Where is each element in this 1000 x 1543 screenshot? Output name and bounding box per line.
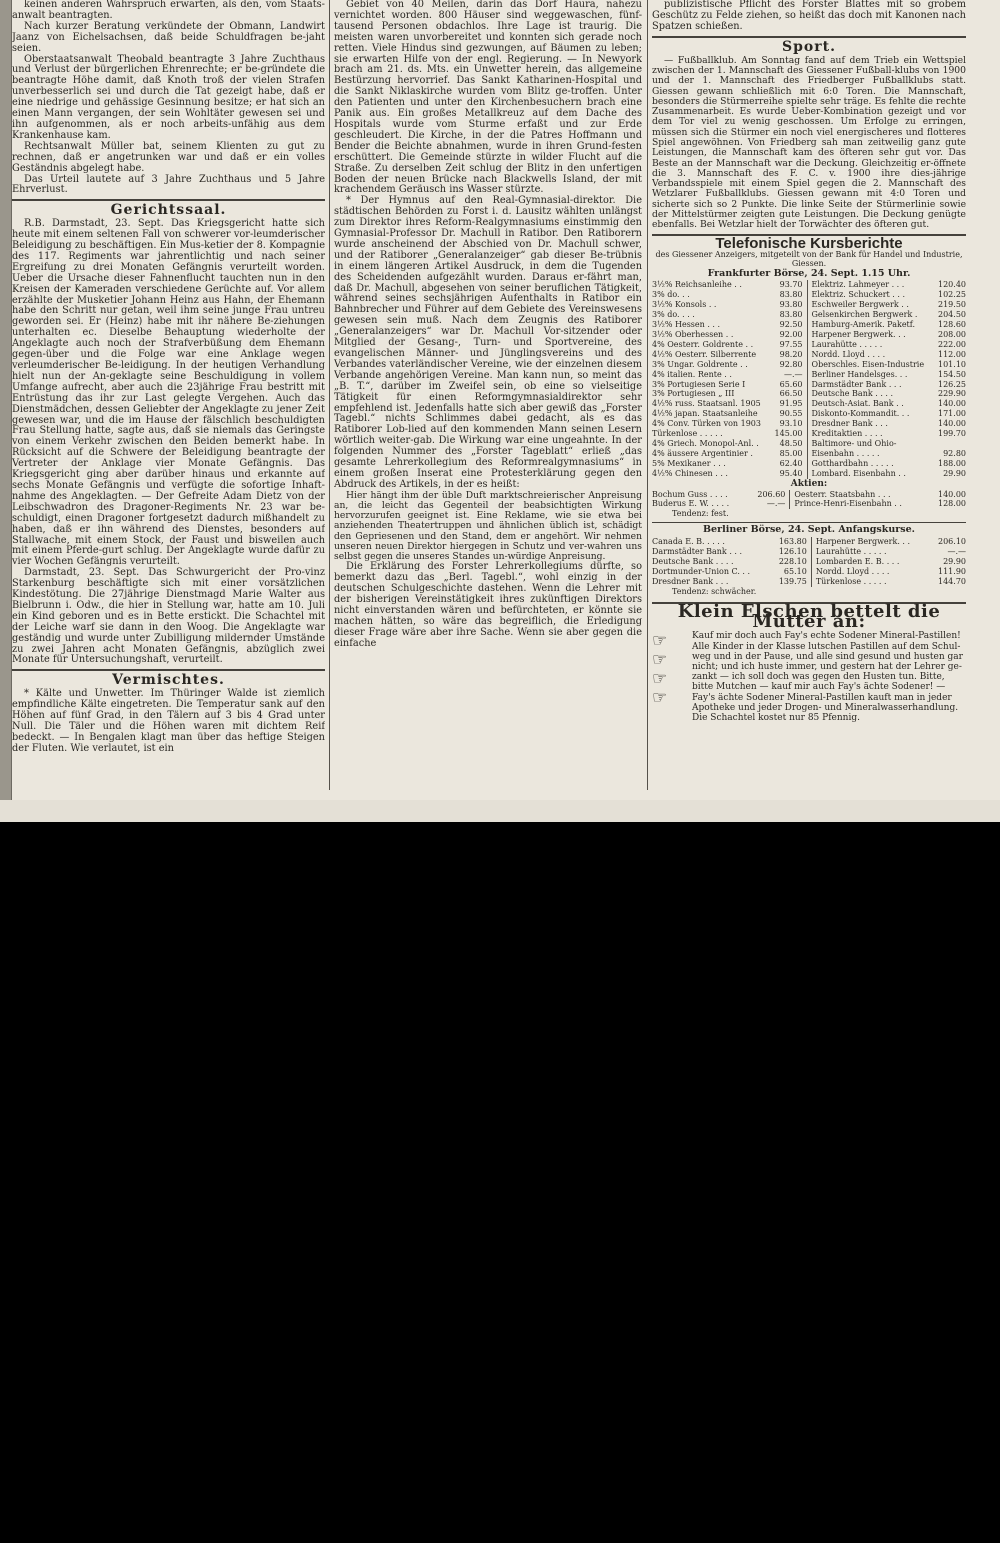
article-paragraph: Rechtsanwalt Müller bat, seinem Klienten zu gut zu rechnen, daß er angetrunken war und daß er ein volles Geständnis abgelegt habe. (12, 140, 325, 174)
stock-row (652, 577, 966, 587)
stock-name: Elektriz. Lahmeyer . . . (811, 280, 905, 290)
stock-price: 48.50 (771, 439, 807, 449)
article-paragraph: R.B. Darmstadt, 23. Sept. Das Kriegsgericht hatte sich heute mit einem seltenen Fall von schwerer vor-leumderischer Beleidigung zu beschäftigen. Ein Mus-ketier der 8. Kompagnie des 117. Regiments war jahrentlichtig und nach seiner Ergreifung zu drei Monaten Gefängnis verurteilt worden. Ueber die Ursache dieser Fahnenflucht tauchten nun in den Kreisen der Kameraden verschiedene Gerüchte auf. Vor allem erzählte der Musketier Johann Heinz aus Hahn, der Ehemann habe den Schritt nur getan, weil ihm seine junge Frau untreu geworden sei. Er (Heinz) habe mit ihr nähere Be-ziehungen unterhalten ec. Dieselbe Behauptung wiederholte der Angeklagte auch noch der Strafverbüßung dem Ehemann gegen-über und die Folge war eine Anklage wegen verleumderischer Be-leidigung. In der heutigen Verhandlung hielt nun der An-geklagte seine Beschuldigung in vollem Umfange aufrecht, aber auch die 23jährige Frau bestritt mit Entrüstung das ihr zur Last gelegte Vergehen. Auch das Dienstmädchen, dessen Geliebter der Angeklagte zu jener Zeit gewesen war, und die im Hause der fälschlich beschuldigten Frau Stellung hatte, sagte aus, daß sie niemals das Geringste von einem Verkehr zwischen den Beiden bemerkt habe. In Rücksicht auf die Schwere der Beleidigung beantragte der Vertreter der Anklage vier Monate Gefängnis. Das Kriegsgericht ging aber darüber hinaus und erkannte auf sechs Monate Gefängnis und verfügte die sofortige Inhaft-nahme des Angeklagten. — Der Gefreite Adam Dietz von der Leibschwadron des Dragoner-Regiments Nr. 23 war be-schuldigt, einen Dragoner fortgesetzt dadurch mißhandelt zu haben, daß er ihn während des Dienstes, besonders auf Stallwache, mit einem Stock, der Faust und bisweilen auch mit einem Pferde-gurt schlug. Der Angeklagte wurde dafür zu vier Wochen Gefängnis verurteilt. (12, 218, 325, 568)
stock-price: —.— (947, 547, 966, 557)
stock-report (652, 234, 966, 598)
article-paragraph: Gebiet von 40 Meilen, darin das Dorf Haura, nahezu vernichtet worden. 800 Häuser sind weggewaschen, fünf-tausend Personen obdachlos. Ihre Lage ist traurig. Die meisten waren unvorbereitet und konnten sich gerade noch retten. Viele Hindus sind gezwungen, auf Bäumen zu leben; sie erwarten Hilfe von der engl. Regierung. — In Newyork brach am 21. ds. Mts. ein Unwetter herein, das allgemeine Bestürzung hervorrief. Das Sankt Katharinen-Hospital und die Sankt Niklaskirche wurden vom Blitz ge-troffen. Unter den Patienten und unter den Kirchenbesuchern brach eine Panik aus. Ein großes Metallkreuz auf dem Dache des Hospitals wurde vom Sturme erfaßt und zur Erde geschleudert. Die Kirche, in der die Patres Hoffmann und Bender die Beichte abnahmen, wurde in ihren Grund-festen erschüttert. Die Gemeinde stürzte in wilder Flucht auf die Straße. Zu derselben Zeit schlug der Blitz in den unfertigen Boden der neuen Brücke nach Blackwells Island, der mit krachendem Geräusch ins Wasser stürzte. (334, 0, 642, 196)
stock-price: 154.50 (938, 369, 966, 379)
pointing-hand-icon: ☞ (652, 669, 668, 690)
article-paragraph: keinen anderen Wahrspruch erwarten, als den, vom Staats-anwalt beantragten. (12, 0, 325, 21)
stock-name: 4% Oesterr. Goldrente . . (652, 339, 754, 349)
stock-name: Lombarden E. B. . . . (815, 556, 900, 566)
stock-name: 4½% Chinesen . . . (652, 468, 728, 478)
stock-price: 128.60 (938, 320, 966, 330)
stock-price: 144.70 (938, 576, 966, 586)
stock-row (652, 469, 966, 479)
advertisement-text: Kauf mir doch auch Fay's echte Sodener Mineral-Pastillen! Alle Kinder in der Klasse lutschen Pastillen auf dem Schul-weg und in der Pause, und alle sind gesund und husten gar nicht; und ich huste immer, und gestern hat der Lehrer ge-zankt — ich soll doch was gegen den Husten tun. Bitte, bitte Mutchen — kauf mir auch Fay's ächte Sodener! — Fay's ächte Sodener Mineral-Pastillen kauft man in jeder Apotheke und jeder Drogen- und Mineralwasserhandlung. Die Schachtel kostet nur 85 Pfennig. (692, 631, 963, 724)
stock-row (652, 310, 966, 320)
stock-name: 3% do. . . . (652, 310, 695, 320)
stock-price: 83.80 (771, 310, 807, 320)
stock-name: Hamburg-Amerik. Paketf. (811, 320, 915, 330)
section-divider (12, 669, 325, 671)
stock-name: Gelsenkirchen Bergwerk . (811, 310, 918, 320)
stock-price: 111.90 (938, 566, 966, 576)
stock-price: 140.00 (938, 399, 966, 409)
stock-name: Darmstädter Bank . . . (652, 547, 743, 557)
stock-price: 93.70 (771, 280, 807, 290)
section-divider (12, 199, 325, 201)
stock-name: 4% italien. Rente . . (652, 369, 732, 379)
stock-row (652, 439, 966, 449)
stock-price: 222.00 (938, 339, 966, 349)
section-heading-sport: Sport. (782, 38, 836, 55)
article-paragraph: Nach kurzer Beratung verkündete der Obmann, Landwirt Jaanz von Eichelsachsen, daß beide Schuldfragen be-jaht seien. (12, 20, 325, 54)
stock-name: Oesterr. Staatsbahn . . . (794, 489, 891, 499)
advertisement (652, 602, 966, 724)
stock-price: —.— (749, 499, 790, 509)
stock-price (935, 439, 966, 449)
stock-price: 126.25 (938, 379, 966, 389)
stock-row (652, 419, 966, 429)
stock-report-title: Telefonische Kursberichte (715, 234, 903, 252)
stock-name: Dresdner Bank . . . (652, 576, 729, 586)
frankfurt-table (652, 280, 966, 478)
stock-row (652, 340, 966, 350)
table-divider (652, 522, 966, 523)
aktien-heading: Aktien: (790, 478, 828, 489)
stock-name: Deutsche Bank . . . . (652, 556, 734, 566)
stock-name: 4½% japan. Staatsanleihe (652, 409, 758, 419)
stock-row (652, 360, 966, 370)
stock-price: 29.90 (943, 468, 966, 478)
stock-name: 4% Conv. Türken von 1903 (652, 419, 761, 429)
stock-row (652, 459, 966, 469)
stock-price: 98.20 (771, 350, 807, 360)
stock-price: 62.40 (771, 459, 807, 469)
stock-price: 93.80 (771, 300, 807, 310)
stock-name: Dresdner Bank . . . (811, 419, 888, 429)
stock-name: Buderus E. W. . . . . (652, 499, 730, 509)
stock-price: 66.50 (771, 389, 807, 399)
stock-name: Nordd. Lloyd . . . . (811, 349, 886, 359)
article-paragraph: Darmstadt, 23. Sept. Das Schwurgericht der Pro-vinz Starkenburg beschäftigte sich mit einer vorsätzlichen Kindestötung. Die 27jährige Dienstmagd Marie Walter aus Bielbrunn i. Odw., die hier in Stellung war, hatte am 10. Juli ein Kind geboren und es in Bette erstickt. Die Schachtel mit der Leiche warf sie dann in den Woog. Die Angeklagte war geständig und wurde unter Zubilligung mildernder Umstände zu zwei Jahren acht Monaten Gefängnis, abzüglich zwei Monate für Untersuchungshaft, verurteilt. (12, 567, 325, 666)
column-2 (334, 0, 642, 800)
page-bottom-margin (0, 800, 1000, 822)
stock-row (652, 449, 966, 459)
stock-name: 5% Mexikaner . . . (652, 458, 726, 468)
stock-name: Diskonto-Kommandit. . . (811, 409, 910, 419)
stock-row (652, 399, 966, 409)
stock-price: 128.00 (938, 499, 966, 509)
stock-name: Prince-Henri-Eisenbahn . . (794, 499, 902, 509)
stock-row (652, 389, 966, 399)
stock-name: Lombard. Eisenbahn . . (811, 468, 906, 478)
stock-price: 65.10 (772, 567, 812, 577)
pointing-hand-icon: ☞ (652, 688, 668, 709)
stock-name: Nordd. Lloyd . . . . (815, 566, 890, 576)
article-paragraph: Oberstaatsanwalt Theobald beantragte 3 Jahre Zuchthaus und Verlust der bürgerlichen Ehrenrechte; er be-gründete die beantragte Höhe damit, daß Knoth troß der vielen Strafen unverbesserlich sei und durch die Tat gezeigt habe, daß er eine niedrige und gehässige Gesinnung besitze; er hat sich an einen Mann vergangen, der sein Wohltäter gewesen sei und ihn aufgenommen, als er noch arbeits-unfähig aus dem Krankenhause kam. (12, 53, 325, 141)
stock-name: Kreditaktien . . . . (811, 429, 883, 439)
section-heading-vermischtes: Vermischtes. (112, 672, 225, 689)
stock-row (652, 330, 966, 340)
stock-price: 199.70 (938, 429, 966, 439)
stock-price: —.— (771, 370, 807, 380)
stock-name: Deutsche Bank . . . . (811, 389, 894, 399)
binding-edge (0, 0, 12, 822)
stock-price: 140.00 (938, 419, 966, 429)
stock-row (652, 320, 966, 330)
stock-price: 85.00 (771, 449, 807, 459)
stock-price: 204.50 (938, 310, 966, 320)
stock-row (652, 557, 966, 567)
stock-name: Gotthardbahn . . . . . (811, 458, 894, 468)
pointing-hand-icons (652, 631, 692, 723)
section-heading-gerichtssaal: Gerichtssaal. (110, 202, 227, 219)
stock-price: 65.60 (771, 380, 807, 390)
stock-name: 3½% Hessen . . . (652, 320, 721, 330)
stock-row (652, 409, 966, 419)
aktien-table (652, 490, 966, 510)
stock-row (652, 490, 966, 500)
stock-price: 163.80 (772, 537, 812, 547)
stock-name: 4½% russ. Staatsanl. 1905 (652, 399, 761, 409)
stock-name: Berliner Handelsges. . . (811, 369, 908, 379)
stock-price: 29.90 (943, 556, 966, 566)
pointing-hand-icon: ☞ (652, 650, 668, 671)
stock-price: 208.00 (938, 330, 966, 340)
stock-name: Laurahütte . . . . . (815, 547, 887, 557)
stock-row (652, 280, 966, 290)
stock-name: 3% Portugiesen „ III (652, 389, 735, 399)
stock-price: 90.55 (771, 409, 807, 419)
stock-row (652, 537, 966, 547)
stock-price: 120.40 (938, 280, 966, 290)
stock-name: Elektriz. Schuckert . . . (811, 290, 906, 300)
column-1 (12, 0, 325, 800)
stock-name: 4% Griech. Monopol-Anl. . (652, 438, 759, 448)
column-3 (652, 0, 966, 800)
stock-price: 219.50 (938, 300, 966, 310)
stock-name: Bochum Guss . . . . (652, 489, 728, 499)
frankfurt-heading: Frankfurter Börse, 24. Sept. 1.15 Uhr. (707, 267, 911, 279)
stock-name: 3% Portugiesen Serie I (652, 379, 746, 389)
stock-row (652, 290, 966, 300)
stock-name: Harpener Bergwerk. . . (811, 330, 906, 340)
stock-name: Türkenlose . . . . . (652, 429, 723, 439)
article-paragraph: publizistische Pflicht des Forster Blattes mit so grobem Geschütz zu Felde ziehen, so heißt das doch mit Kanonen nach Spatzen schießen. (652, 0, 966, 32)
stock-row (652, 300, 966, 310)
berlin-heading: Berliner Börse, 24. Sept. Anfangskurse. (703, 524, 915, 536)
stock-price: 112.00 (938, 349, 966, 359)
stock-price: 206.10 (938, 537, 966, 547)
stock-name: Oberschles. Eisen-Industrie (811, 359, 925, 369)
pointing-hand-icon: ☞ (652, 631, 668, 652)
stock-price: 97.55 (771, 340, 807, 350)
column-rule (647, 0, 648, 790)
article-paragraph: — Fußballklub. Am Sonntag fand auf dem Trieb ein Wettspiel zwischen der 1. Mannschaft des Giessener Fußball-klubs von 1900 und der 1. Mannschaft des Friedberger Fußballklubs statt. Giessen gewann schließlich mit 6:0 Toren. Die Mannschaft, besonders die Stürmerreihe spielte sehr träge. Es fehlte die rechte Zusammenarbeit. Es wurde Ueber-Kombination gezeigt und vor dem Tor viel zu wenig geschossen. Um Erfolge zu erringen, müssen sich die Stürmer ein noch viel energischeres und flotteres Spiel angewöhnen. Von Friedberg sah man zeitweilig ganz gute Leistungen, die Mannschaft kam des öfteren sehr gut vor. Das Beste an der Mannschaft war die Deckung. Gleichzeitig er-öffnete die 3. Mannschaft des F. C. v. 1900 ihre dies-jährige Verbandsspiele mit einem Spiel gegen die 2. Mannschaft des Wetzlarer Fußballklubs. Giessen gewann mit 4:0 Toren und sicherte sich so 2 Punkte. Die linke Seite der Stürmerlinie sowie der Mittelstürmer zeigten gute Leistungen. Die Deckung genügte ebenfalls. Bei Wetzlar hielt der Torwächter des öfteren gut. (652, 54, 966, 231)
berlin-table (652, 537, 966, 587)
section-divider (652, 36, 966, 38)
article-paragraph: Die Erklärung des Forster Lehrerkollegiums dürfte, so bemerkt dazu das „Berl. Tagebl.“, wohl einzig in der deutschen Schulgeschichte dastehen. Wenn die Lehrer mit der bisherigen Vereinstätigkeit ihres zukünftigen Direktors nicht einverstanden wären und befürchteten, er könnte sie machen hätten, so wäre das begreiflich, die Erledigung dieser Frage wäre aber ihre Sache. Wenn sie aber gegen die einfache (334, 561, 642, 649)
article-paragraph: * Kälte und Unwetter. Im Thüringer Walde ist ziemlich empfindliche Kälte eingetreten. Die Temperatur sank auf den Höhen auf fünf Grad, in den Tälern auf 3 bis 4 Grad unter Null. Die Täler und die Höhen waren mit dichtem Reif bedeckt. — In Bengalen klagt man über das heftige Steigen der Fluten. Wie verlautet, ist ein (12, 688, 325, 754)
stock-name: Eisenbahn . . . . . (811, 448, 880, 458)
tendenz-label: Tendenz: schwächer. (672, 586, 757, 596)
article-paragraph: Das Urteil lautete auf 3 Jahre Zuchthaus und 5 Jahre Ehrverlust. (12, 173, 325, 196)
stock-price: 101.10 (938, 359, 966, 369)
quoted-paragraph: Hier hängt ihm der üble Duft marktschreierischer Anpreisung an, die leicht das Gegenteil der beabsichtigten Wirkung hervorzurufen geeignet ist. Eine Reklame, wie sie etwa bei anziehenden Theatertruppen und ähnlichen üblich ist, schädigt den Gepriesenen und den Stand, dem er angehört. Wir nehmen unseren neuen Direktor hiergegen in Schutz und ver-wahren uns selbst gegen die unseres Standes un-würdige Anpreisung. (334, 489, 642, 562)
stock-name: 3½% Oberhessen . . (652, 330, 734, 340)
stock-price: 92.80 (771, 360, 807, 370)
stock-name: Laurahütte . . . . . (811, 339, 883, 349)
stock-name: Darmstädter Bank . . . (811, 379, 902, 389)
stock-price: 95.40 (771, 469, 807, 479)
stock-row (652, 499, 966, 509)
stock-price: 139.75 (772, 577, 812, 587)
stock-name: 3½% Reichsanleihe . . (652, 280, 742, 290)
stock-row (652, 547, 966, 557)
stock-price: 102.25 (938, 290, 966, 300)
stock-price: 145.00 (771, 429, 807, 439)
stock-report-subtitle: des Giessener Anzeigers, mitgeteilt von der Bank für Handel und Industrie, Giessen. (655, 249, 963, 268)
advertisement-heading: Klein Elschen bettelt die Mutter an: (677, 600, 941, 633)
stock-name: 3½% Konsols . . (652, 300, 717, 310)
stock-name: Dortmunder-Union C. . . (652, 566, 751, 576)
stock-row (652, 567, 966, 577)
stock-name: 4% äussere Argentinier . (652, 448, 753, 458)
stock-price: 92.80 (943, 448, 966, 458)
stock-price: 229.90 (938, 389, 966, 399)
stock-name: Deutsch-Asiat. Bank . . (811, 399, 904, 409)
stock-name: 3% Ungar. Goldrente . . (652, 359, 748, 369)
stock-name: 4½% Oesterr. Silberrente (652, 349, 757, 359)
stock-name: 3% do. . . (652, 290, 690, 300)
stock-name: Harpener Bergwerk. . . (815, 537, 911, 547)
stock-price: 91.95 (771, 399, 807, 409)
stock-row (652, 370, 966, 380)
stock-price: 188.00 (938, 458, 966, 468)
tendenz-label: Tendenz: fest. (672, 509, 729, 519)
stock-price: 83.80 (771, 290, 807, 300)
stock-price: 140.00 (938, 489, 966, 499)
stock-row (652, 350, 966, 360)
stock-name: Türkenlose . . . . . (815, 576, 887, 586)
stock-row (652, 380, 966, 390)
stock-price: 92.50 (771, 320, 807, 330)
stock-price: 228.10 (772, 557, 812, 567)
column-rule (329, 0, 330, 790)
stock-row (652, 429, 966, 439)
stock-name: Eschweiler Bergwerk . . (811, 300, 909, 310)
stock-price: 206.60 (749, 490, 790, 500)
stock-name: Canada E. B. . . . . (652, 537, 725, 547)
stock-price: 92.00 (771, 330, 807, 340)
article-paragraph: * Der Hymnus auf den Real-Gymnasial-direktor. Die städtischen Behörden zu Forst i. d. Lausitz wählten unlängst zum Direktor ihres Reform-Realgymnasiums einstimmig den Gymnasial-Professor Dr. Machull in Ratibor. Den Ratiborern wurde anscheinend der Abschied von Dr. Machull schwer, und der Ratiborer „Generalanzeiger“ gab dieser Be-trübnis in einem längeren Artikel Ausdruck, in dem die Tugenden des Scheidenden aufgezählt wurden. Daraus er-fährt man, daß Dr. Machull, abgesehen von seiner beruflichen Tätigkeit, während seines sechsjährigen Aufenthalts in Ratibor ein Bahnbrecher und Führer auf dem Gebiete des Vereinswesens gewesen sein muß. Nach dem Zeugnis des Ratiborer „Generalanzeigers“ war Dr. Machull Vor-sitzender oder Mitglied der Gesang-, Turn- und Sportvereine, des evangelischen Männer- und Jünglingsvereins und des Verbandes vaterländischer Vereine, wie der einzelnen diesem Verbande angehörigen Vereine. Man kann nun, so meint das „B. T.“, darüber im Zweifel sein, ob eine so vielseitige Tätigkeit für einen Reformgymnasialdirektor sehr empfehlend ist. Jedenfalls hatte sich aber gewiß das „Forster Tagebl.“ nichts Schlimmes dabei gedacht, als es das Ratiborer Lob-lied auf den kommenden Mann seinen Lesern wörtlich weiter-gab. Die Wirkung war eine ungeahnte. In der folgenden Nummer des „Forster Tageblatt“ erließ „das gesamte Lehrerkollegium des Reformrealgymnasiums“ in einem großen Inserat eine Protesterklärung gegen den Abdruck des Artikels, in der es heißt: (334, 195, 642, 490)
stock-price: 93.10 (771, 419, 807, 429)
stock-price: 126.10 (772, 547, 812, 557)
stock-price: 171.00 (938, 409, 966, 419)
stock-name: Baltimore- und Ohio- (811, 438, 897, 448)
